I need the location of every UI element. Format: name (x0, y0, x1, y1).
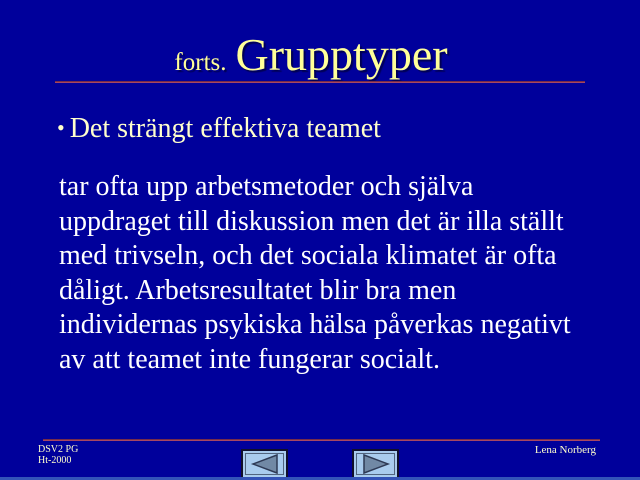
paragraph-line: tar ofta upp arbetsmetoder och själva (59, 171, 474, 202)
paragraph-line: individernas psykiska hälsa påverkas negativt (59, 309, 571, 340)
paragraph-line: uppdraget till diskussion men det är illa ställt (59, 205, 564, 237)
title-text: Grupptyper (235, 29, 448, 80)
bullet-item (57, 113, 381, 145)
course-code: DSV2 PG (38, 444, 79, 455)
footer-divider (43, 439, 600, 441)
right-triangle-icon (359, 453, 393, 475)
paragraph-line: av att teamet inte fungerar socialt. (59, 343, 440, 375)
next-slide-button[interactable] (352, 449, 399, 479)
course-term: Ht-2000 (38, 455, 72, 466)
body-paragraph (59, 170, 571, 377)
title-divider (55, 81, 585, 83)
footer-course-info (38, 444, 78, 466)
paragraph-line: med trivseln, och det sociala klimatet är ofta (59, 240, 557, 271)
left-triangle-icon (248, 453, 282, 475)
bullet-text: Det strängt effektiva teamet (69, 113, 381, 144)
title-prefix: forts. (174, 49, 227, 76)
paragraph-line: dåligt. Arbetsresultatet blir bra men (59, 274, 457, 306)
bullet-icon: • (57, 115, 65, 140)
slide-title (0, 28, 622, 81)
prev-slide-button[interactable] (241, 449, 288, 479)
footer-author: Lena Norberg (534, 444, 596, 456)
